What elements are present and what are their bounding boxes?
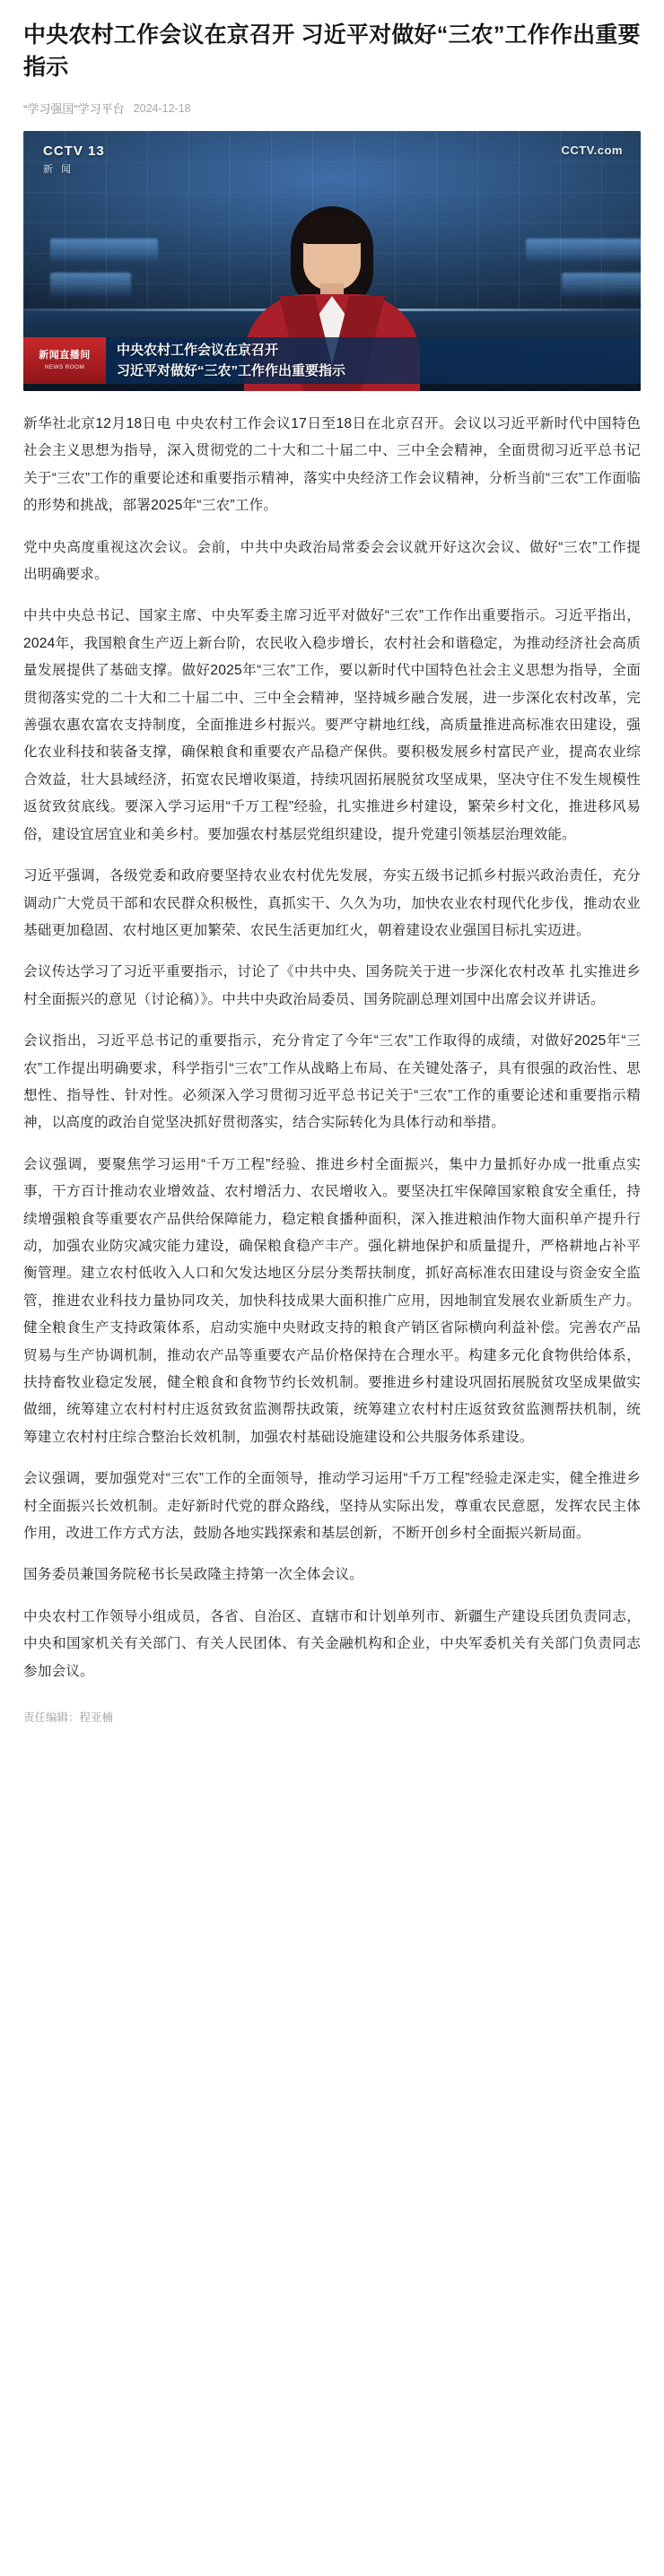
article-footer-editor: 责任编辑：程亚楠	[23, 1711, 114, 1725]
page-title: 中央农村工作会议在京召开 习近平对做好“三农”工作作出重要指示	[23, 22, 641, 80]
program-badge-label: 新闻直播间	[39, 350, 91, 361]
article-paragraph: 习近平强调，各级党委和政府要坚持农业农村优先发展，夯实五级书记抓乡村振兴政治责任，充分调动广大党员干部和农民群众积极性，真抓实干、久久为功，加快农业农村现代化步伐，推动农业基础更加稳固、农村地区更加繁荣、农民生活更加红火，朝着建设农业强国目标扎实迈进。	[23, 868, 641, 938]
article-paragraph: 会议强调，要聚焦学习运用“千万工程”经验、推进乡村全面振兴，集中力量抓好办成一批重点实事，干方百计推动农业增效益、农村增活力、农民增收入。要坚决扛牢保障国家粮食安全重任，持续增强粮食等重要农产品供给保障能力，稳定粮食播种面积，深入推进粮油作物大面积单产提升行动，加强农业防灾减灾能力建设，确保粮食稳产丰产。强化耕地保护和质量提升，严格耕地占补平衡管理。建立农村低收入人口和欠发达地区分层分类帮扶制度，抓好高标准农田建设与资金安全监管，推进农业科技力量协同攻关，加快科技成果大面积推广应用，因地制宜发展农业新质生产力。健全粮食生产支持政策体系，启动实施中央财政支持的粮食产销区省际横向利益补偿。完善农产品贸易与生产协调机制，推动农产品等重要农产品价格保持在合理水平。构建多元化食物供给体系，扶持畜牧业稳定发展，健全粮食和食物节约长效机制。要推进乡村建设巩固拓展脱贫攻坚成果做实做细，统筹建立农村村村庄返贫致贫监测帮扶政策，统筹建立农村村庄返贫致贫监测帮扶机制，统筹建立农村村庄综合整治长效机制，加强农村基础设施建设和公共服务体系建设。	[23, 1156, 641, 1445]
lower-third-banner	[23, 337, 641, 384]
cctv-watermark: CCTV.com	[561, 144, 623, 157]
broadcast-caption	[106, 337, 641, 384]
article-paragraph: 会议传达学习了习近平重要指示，讨论了《中共中央、国务院关于进一步深化农村改革 扎实推进乡村全面振兴的意见（讨论稿）》。中共中央政治局委员、国务院副总理刘国中出席会议并讲话。	[23, 964, 641, 1007]
program-badge	[23, 337, 106, 384]
article-paragraph: 国务委员兼国务院秘书长吴政隆主持第一次全体会议。	[23, 1567, 364, 1583]
caption-line-1: 中央农村工作会议在京召开	[117, 342, 279, 358]
article-meta	[23, 100, 641, 117]
cctv-channel-sublabel: 新 闻	[43, 164, 74, 175]
article-paragraph: 会议强调，要加强党对“三农”工作的全面领导，推动学习运用“千万工程”经验走深走实，健全推进乡村全面振兴长效机制。走好新时代党的群众路线，坚持从实际出发，尊重农民意愿，发挥农民主体作用，改进工作方式方法，鼓励各地实践探索和基层创新，不断开创乡村全面振兴新局面。	[23, 1471, 641, 1542]
caption-line-2: 习近平对做好“三农”工作作出重要指示	[117, 363, 346, 379]
article-source: “学习强国”学习平台	[23, 102, 125, 116]
article-paragraph: 中央农村工作领导小组成员，各省、自治区、直辖市和计划单列市、新疆生产建设兵团负责同志，中央和国家机关有关部门、有关人民团体、有关金融机构和企业，中央军委机关有关部门负责同志参加会议。	[23, 1608, 641, 1679]
news-video-still[interactable]	[23, 131, 641, 391]
article-paragraph: 新华社北京12月18日电 中央农村工作会议17日至18日在北京召开。会议以习近平新时代中国特色社会主义思想为指导，深入贯彻党的二十大和二十届二中、三中全会精神，全面贯彻习近平总书记关于“三农”工作的重要论述和重要指示精神，落实中央经济工作会议精神，分析当前“三农”工作面临的形势和挑战，部署2025年“三农”工作。	[23, 416, 641, 514]
program-badge-english: NEWS ROOM	[44, 363, 85, 370]
article-paragraph: 党中央高度重视这次会议。会前，中共中央政治局常委会会议就开好这次会议、做好“三农”工作提出明确要求。	[23, 539, 641, 583]
article-paragraph: 会议指出，习近平总书记的重要指示，充分肯定了今年“三农”工作取得的成绩，对做好2025年“三农”工作提出明确要求，科学指引“三农”工作从战略上布局、在关键处落子，具有很强的政治性、思想性、指导性、针对性。必须深入学习贯彻习近平总书记关于“三农”工作的重要论述和重要指示精神，以高度的政治自觉坚决抓好贯彻落实，结合实际转化为具体行动和举措。	[23, 1033, 641, 1131]
article-date: 2024-12-18	[133, 101, 191, 115]
article-paragraph: 中共中央总书记、国家主席、中央军委主席习近平对做好“三农”工作作出重要指示。习近平指出，2024年，我国粮食生产迈上新台阶，农民收入稳步增长，农村社会和谐稳定，为推动经济社会高质量发展提供了基础支撑。做好2025年“三农”工作，要以新时代中国特色社会主义思想为指导，全面贯彻落实党的二十大和二十届二中、三中全会精神，坚持城乡融合发展，进一步深化农村改革，完善强农惠农富农支持制度，全面推进乡村振兴。要严守耕地红线，高质量推进高标准农田建设，强化农业科技和装备支撑，确保粮食和重要农产品稳产保供。要积极发展乡村富民产业，提高农业综合效益，壮大县域经济，拓宽农民增收渠道，持续巩固拓展脱贫攻坚成果，坚决守住不发生规模性返贫致贫底线。要深入学习运用“千万工程”经验，扎实推进乡村建设，繁荣乡村文化，推进移风易俗，建设宜居宜业和美乡村。要加强农村基层党组织建设，提升党建引领基层治理效能。	[23, 608, 641, 842]
cctv-channel-logo: CCTV 13	[43, 144, 105, 159]
